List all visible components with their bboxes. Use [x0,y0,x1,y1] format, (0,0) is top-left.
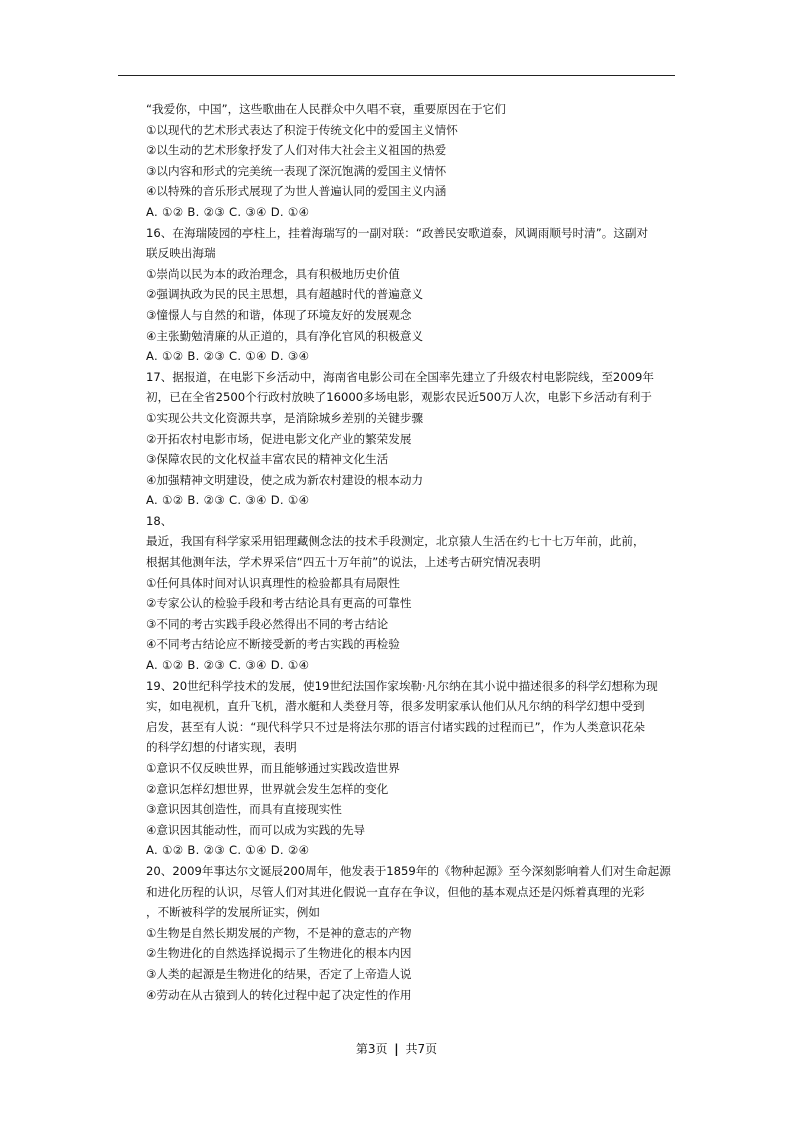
text-line: ②专家公认的检验手段和考古结论具有更高的可靠性 [146,596,412,611]
text-line: A. ①② B. ②③ C. ③④ D. ①④ [146,658,310,673]
text-line: 最近，我国有科学家采用铝理藏侧念法的技术手段测定，北京猿人生活在约七十七万年前，此前， [146,534,645,549]
text-line: ③不同的考古实践手段必然得出不同的考古结论 [146,616,389,631]
text-line: 初，已在全省2500个行政村放映了16000多场电影，观影农民近500万人次，电影下乡活动有利于 [146,390,652,405]
text-line: ④加强精神文明建设，使之成为新农村建设的根本动力 [146,472,424,487]
text-line: ②生物进化的自然选择说揭示了生物进化的根本内因 [146,946,412,961]
text-line: A. ①② B. ②③ C. ③④ D. ①④ [146,493,310,508]
text-line: ①任何具体时间对认识真理性的检验都具有局限性 [146,575,400,590]
text-line: 启发，甚至有人说：“现代科学只不过是将法尔那的语言付诸实践的过程而已”，作为人类意识花朵 [146,719,645,734]
text-line: 16、在海瑞陵园的亭柱上，挂着海瑞写的一副对联：“政善民安歌道泰，风调雨顺号时清”。这副对 [146,225,649,240]
text-line: ③意识因其创造性，而具有直接现实性 [146,802,342,817]
text-line: 20、2009年事达尔文诞辰200周年，他发表于1859年的《物种起源》至今深刻影响着人们对生命起源 [146,863,671,878]
page-total: 共7页 [405,1042,438,1056]
text-line: ②开拓农村电影市场，促进电影文化产业的繁荣发展 [146,431,412,446]
header-rule [118,75,675,76]
text-line: ①实现公共文化资源共享，是消除城乡差别的关键步骤 [146,410,424,425]
text-line: A. ①② B. ②③ C. ③④ D. ①④ [146,204,310,219]
text-line: 实，如电视机，直升飞机，潜水艇和人类登月等，很多发明家承认他们从凡尔纳的科学幻想中受到 [146,699,645,714]
text-line: 18、 [146,513,173,528]
text-line: A. ①② B. ②③ C. ①④ D. ③④ [146,349,310,364]
text-line: ③憧憬人与自然的和谐，体现了环境友好的发展观念 [146,307,412,322]
text-line: ①以现代的艺术形式表达了积淀于传统文化中的爱国主义情怀 [146,122,458,137]
text-line: ②以生动的艺术形象抒发了人们对伟大社会主义祖国的热爱 [146,143,447,158]
text-line: ①崇尚以民为本的政治理念，具有积极地历史价值 [146,266,400,281]
footer-separator: | [394,1042,399,1056]
text-line: 17、据报道，在电影下乡活动中，海南省电影公司在全国率先建立了升级农村电影院线，至2009年 [146,369,655,384]
text-line: ②强调执政为民的民主思想，具有超越时代的普遍意义 [146,287,424,302]
text-line: 根据其他测年法，学术界采信“四五十万年前”的说法，上述考古研究情况表明 [146,555,541,570]
text-line: ④以特殊的音乐形式展现了为世人普遍认同的爱国主义内涵 [146,184,447,199]
text-line: ④意识因其能动性，而可以成为实践的先导 [146,822,366,837]
text-line: 和进化历程的认识，尽管人们对其进化假说一直存在争议，但他的基本观点还是闪烁着真理的光彩 [146,884,645,899]
document-body [146,99,671,1005]
text-line: 的科学幻想的付诸实现，表明 [146,740,297,755]
text-line: 联反映出海瑞 [146,246,216,261]
page-footer [0,1040,793,1057]
text-line: ，不断被科学的发展所证实，例如 [146,905,320,920]
text-line: ④主张勤勉清廉的从正道的，具有净化官风的积极意义 [146,328,424,343]
page-number: 第3页 [355,1042,388,1056]
text-line: ④劳动在从古猿到人的转化过程中起了决定性的作用 [146,987,412,1002]
text-line: ③以内容和形式的完美统一表现了深沉饱满的爱国主义情怀 [146,163,447,178]
text-line: ③保障农民的文化权益丰富农民的精神文化生活 [146,452,389,467]
text-line: ①生物是自然长期发展的产物，不是神的意志的产物 [146,925,412,940]
text-line: ③人类的起源是生物进化的结果，否定了上帝造人说 [146,966,412,981]
text-line: ②意识怎样幻想世界，世界就会发生怎样的变化 [146,781,389,796]
text-line: ①意识不仅反映世界，而且能够通过实践改造世界 [146,761,400,775]
text-line: ④不同考古结论应不断接受新的考古实践的再检验 [146,637,400,652]
text-line: 19、20世纪科学技术的发展，使19世纪法国作家埃勒·凡尔纳在其小说中描述很多的科学幻想称为现 [146,678,658,693]
text-line: A. ①② B. ②③ C. ①④ D. ②④ [146,843,310,858]
text-line: “我爱你，中国”，这些歌曲在人民群众中久唱不衰，重要原因在于它们 [146,102,506,116]
